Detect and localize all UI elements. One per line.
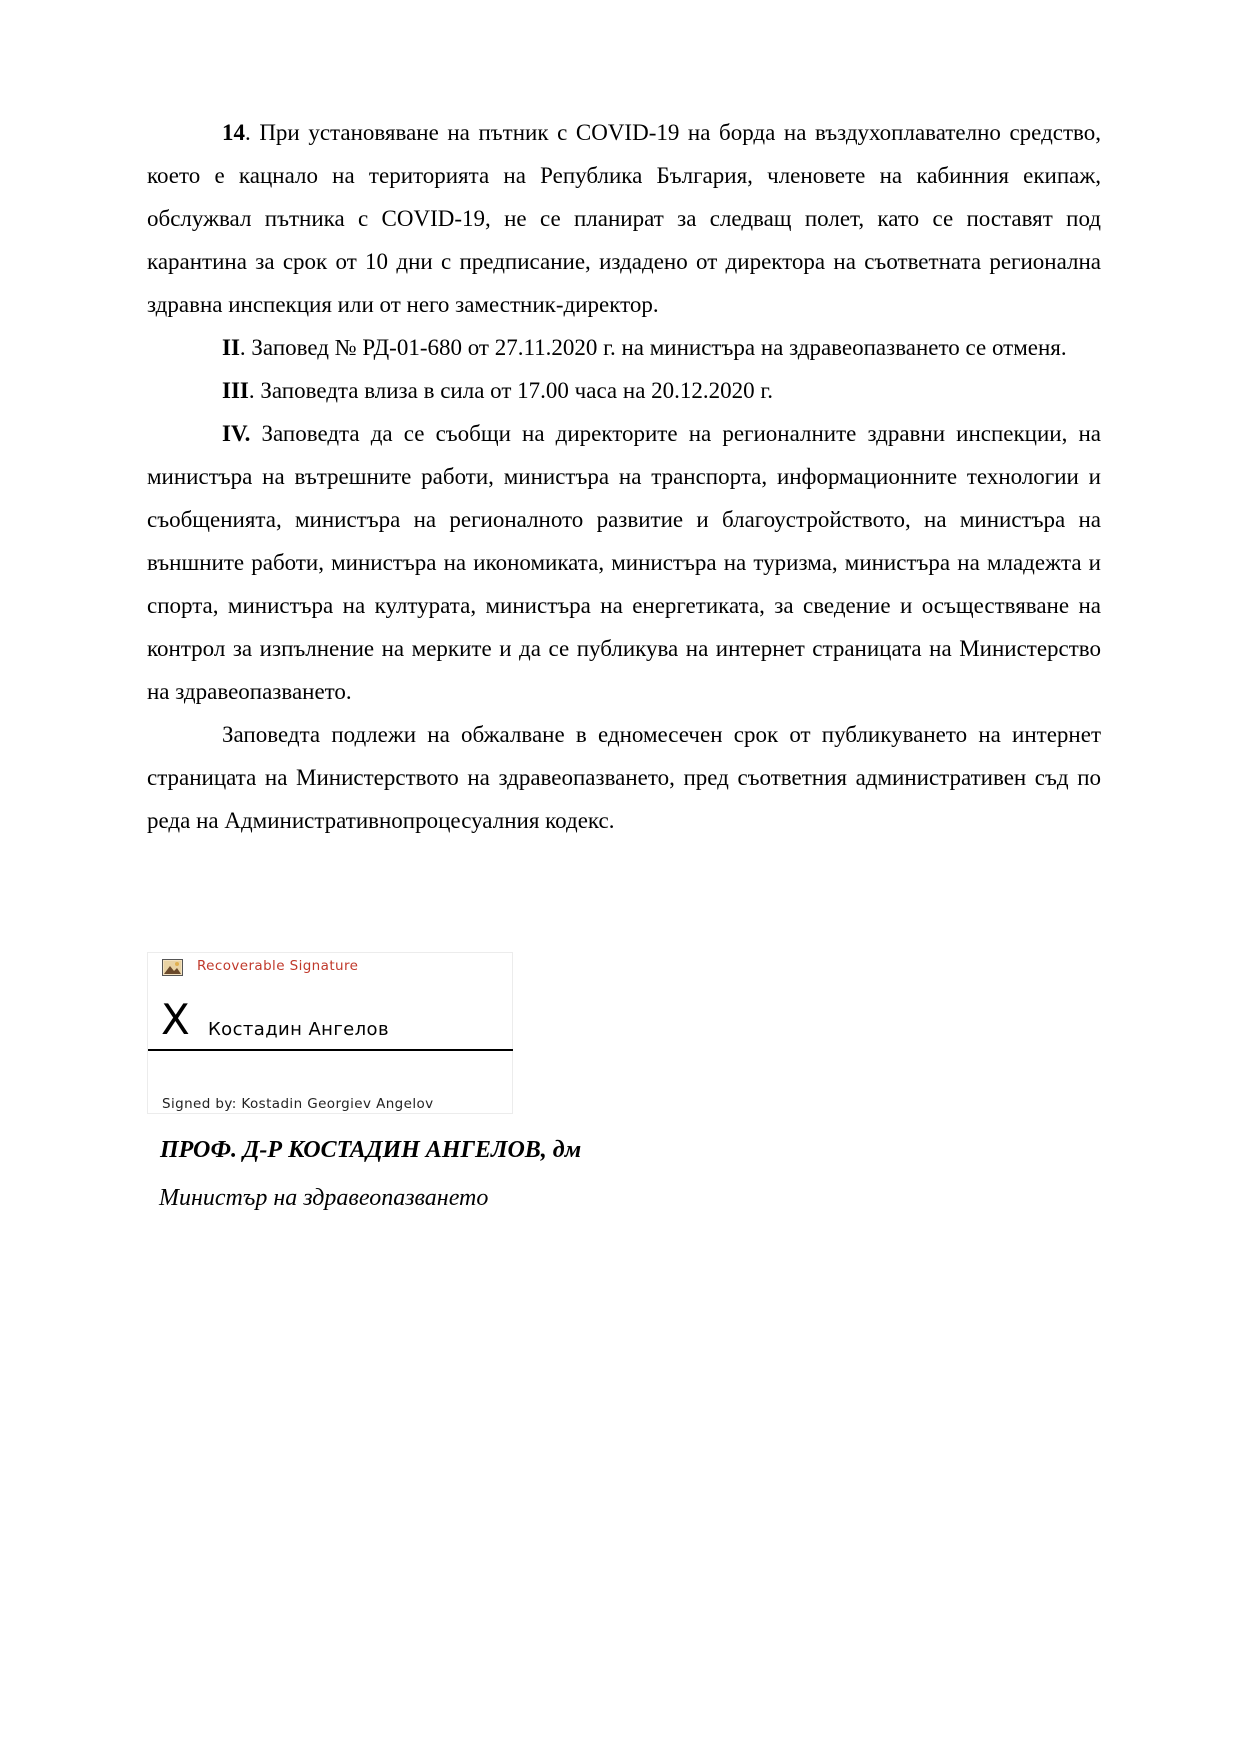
signer-name: Костадин Ангелов <box>208 1019 389 1040</box>
signature-image-icon <box>162 959 183 976</box>
paragraph-number: IV. <box>222 421 251 446</box>
paragraph-text: Заповедта подлежи на обжалване в едномесечен срок от публикуването на интернет страницата на Министерството на здравеопазването, пред съответния административен съд по реда на Административнопроцесуалния кодекс. <box>147 722 1101 833</box>
paragraph-iii <box>147 369 1101 412</box>
signature-status-label: Recoverable Signature <box>197 958 359 974</box>
minister-title: Министър на здравеопазването <box>159 1185 489 1211</box>
signature-mark: X <box>161 995 190 1044</box>
paragraph-text: Заповедта да се съобщи на директорите на регионалните здравни инспекции, на министъра на вътрешните работи, министъра на транспорта, информационните технологии и съобщенията, министъра на регионалното развитие и благоустройството, на министъра на външните работи, министъра на икономиката, министъра на туризма, министъра на младежта и спорта, министъра на културата, министъра на енергетиката, за сведение и осъществяване на контрол за изпълнение на мерките и да се публикува на интернет страницата на Министерство на здравеопазването. <box>147 421 1101 704</box>
paragraph-appeal <box>147 713 1101 842</box>
paragraph-text: . Заповедта влиза в сила от 17.00 часа на 20.12.2020 г. <box>248 378 773 403</box>
digital-signature-box[interactable] <box>147 952 513 1114</box>
document-body <box>147 111 1101 842</box>
paragraph-number: III <box>222 378 249 403</box>
paragraph-text: . Заповед № РД-01-680 от 27.11.2020 г. на министъра на здравеопазването се отменя. <box>239 335 1067 360</box>
paragraph-number: II <box>222 335 240 360</box>
signed-by-label: Signed by: Kostadin Georgiev Angelov <box>162 1096 434 1112</box>
paragraph-number: 14 <box>222 120 245 145</box>
paragraph-ii <box>147 326 1101 369</box>
signature-line <box>148 1049 513 1051</box>
paragraph-14 <box>147 111 1101 326</box>
paragraph-iv <box>147 412 1101 713</box>
paragraph-text: . При установяване на пътник с COVID-19 на борда на въздухоплавателно средство, което е кацнало на територията на Република България, членовете на кабинния екипаж, обслужвал пътника с COVID-19, не се планират за следващ полет, като се поставят под карантина за срок от 10 дни с предписание, издадено от директора на съответната регионална здравна инспекция или от него заместник-директор. <box>147 120 1101 317</box>
minister-name: ПРОФ. Д-Р КОСТАДИН АНГЕЛОВ, дм <box>160 1137 582 1163</box>
